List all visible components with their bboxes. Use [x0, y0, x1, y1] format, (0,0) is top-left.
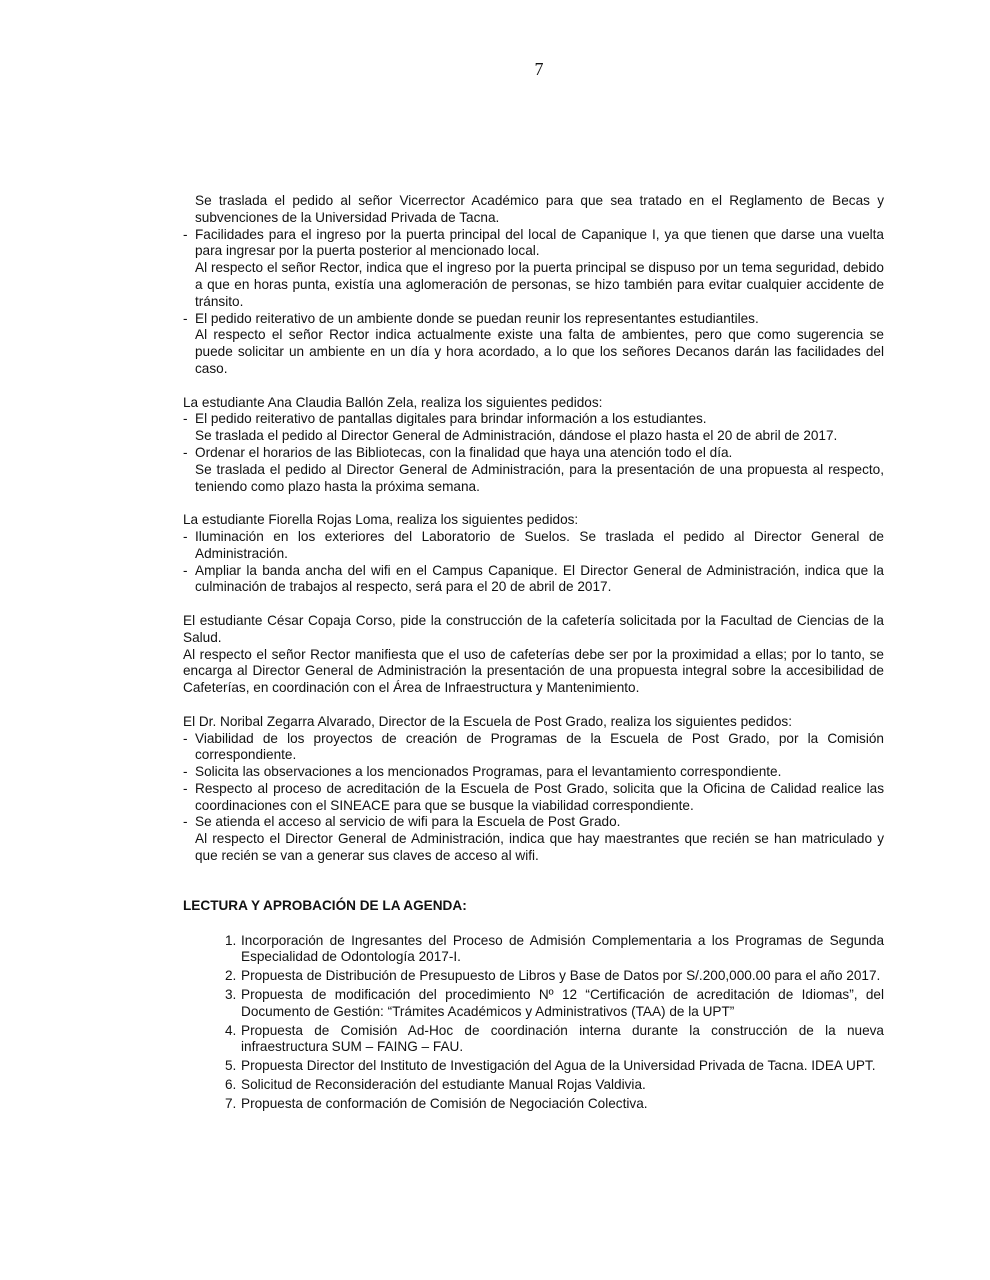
agenda-item	[183, 987, 884, 1021]
spacer	[183, 495, 884, 512]
agenda-item-text: Propuesta de modificación del procedimiento Nº 12 “Certificación de acreditación de Idiomas”, del Documento de Gestión: “Trámites Académicos y Administrativos (TAA) de la UPT”	[241, 987, 884, 1019]
paragraph: Se traslada el pedido al Director General de Administración, dándose el plazo hasta el 20 de abril de 2017.	[195, 428, 838, 444]
agenda-item-number: 5.	[225, 1058, 237, 1074]
agenda-item-text: Propuesta Director del Instituto de Investigación del Agua de la Universidad Privada de Tacna. IDEA UPT.	[241, 1058, 876, 1074]
agenda-item-number: 4.	[225, 1022, 237, 1038]
agenda-item-text: Propuesta de conformación de Comisión de Negociación Colectiva.	[241, 1095, 648, 1111]
bullet-mark: -	[183, 780, 188, 796]
paragraph: La estudiante Fiorella Rojas Loma, realiza los siguientes pedidos:	[183, 512, 579, 528]
bullet-mark: -	[183, 814, 188, 830]
agenda-item-number: 1.	[225, 932, 237, 948]
paragraph: Se traslada el pedido al Director General de Administración, para la presentación de una propuesta al respecto, teniendo como plazo hasta la próxima semana.	[195, 461, 884, 494]
agenda-item	[183, 1096, 884, 1113]
agenda-item	[183, 1058, 884, 1075]
bullet-item	[183, 764, 884, 781]
paragraph: Se traslada el pedido al señor Vicerrector Académico para que sea tratado en el Reglamento de Becas y subvenciones de la Universidad Privada de Tacna.	[195, 193, 884, 225]
bullet-text: Viabilidad de los proyectos de creación de Programas de la Escuela de Post Grado, por la Comisión correspondiente.	[195, 730, 884, 763]
paragraph: La estudiante Ana Claudia Ballón Zela, realiza los siguientes pedidos:	[183, 394, 603, 410]
bullet-text: Se atienda el acceso al servicio de wifi para la Escuela de Post Grado.	[195, 814, 621, 830]
paragraph: El Dr. Noribal Zegarra Alvarado, Director de la Escuela de Post Grado, realiza los siguientes pedidos:	[183, 713, 793, 729]
bullet-text: Ampliar la banda ancha del wifi en el Campus Capanique. El Director General de Administración, indica que la culminación de trabajos al respecto, será para el 20 de abril de 2017.	[195, 562, 884, 595]
bullet-mark: -	[183, 764, 188, 780]
agenda-item	[183, 1077, 884, 1094]
paragraph: Al respecto el señor Rector manifiesta que el uso de cafeterías debe ser por la proximidad a ellas; por lo tanto, se encarga al Director General de Administración la presentación de una propuesta integral sobre la accesibilidad de Cafeterías, en coordinación con el Área de Infraestructura y Mantenimiento.	[183, 646, 884, 696]
section-heading: LECTURA Y APROBACIÓN DE LA AGENDA:	[183, 897, 467, 913]
agenda-item-number: 2.	[225, 968, 237, 984]
bullet-text: Ordenar el horarios de las Bibliotecas, con la finalidad que haya una atención todo el día.	[195, 444, 733, 460]
bullet-item	[183, 563, 884, 597]
bullet-item	[183, 311, 884, 328]
spacer	[183, 697, 884, 714]
agenda-item-number: 7.	[225, 1095, 237, 1111]
bullet-text: Facilidades para el ingreso por la puerta principal del local de Capanique I, ya que tienen que darse una vuelta para ingresar por la puerta posterior al mencionado local.	[195, 226, 884, 259]
agenda-item-text: Propuesta de Comisión Ad-Hoc de coordinación interna durante la construcción de la nueva infraestructura SUM – FAING – FAU.	[241, 1022, 884, 1055]
agenda-item-number: 6.	[225, 1077, 237, 1093]
agenda-item-text: Incorporación de Ingresantes del Proceso de Admisión Complementaria a los Programas de Segunda Especialidad de Odontología 2017-I.	[241, 932, 884, 965]
agenda-item-number: 3.	[225, 987, 237, 1003]
bullet-mark: -	[183, 562, 188, 578]
bullet-item	[183, 445, 884, 462]
bullet-item	[183, 529, 884, 563]
bullet-item	[183, 731, 884, 765]
bullet-text: El pedido reiterativo de un ambiente donde se puedan reunir los representantes estudiantiles.	[195, 310, 759, 326]
agenda-item	[183, 933, 884, 967]
agenda-item-text: Propuesta de Distribución de Presupuesto de Libros y Base de Datos por S/.200,000.00 para el año 2017.	[241, 968, 881, 984]
spacer	[183, 596, 884, 613]
bullet-item	[183, 411, 884, 428]
bullet-text: Iluminación en los exteriores del Laboratorio de Suelos. Se traslada el pedido al Director General de Administración.	[195, 528, 884, 561]
paragraph: El estudiante César Copaja Corso, pide la construcción de la cafetería solicitada por la Facultad de Ciencias de la Salud.	[183, 612, 884, 645]
bullet-text: El pedido reiterativo de pantallas digitales para brindar información a los estudiantes.	[195, 411, 707, 427]
paragraph: Al respecto el señor Rector, indica que el ingreso por la puerta principal se dispuso por un tema seguridad, debido a que en horas punta, existía una aglomeración de personas, se hizo también para evitar cualquier accidente de tránsito.	[195, 260, 884, 309]
bullet-item	[183, 781, 884, 815]
bullet-text: Solicita las observaciones a los mencionados Programas, para el levantamiento correspondiente.	[195, 764, 782, 780]
bullet-item	[183, 814, 884, 831]
bullet-mark: -	[183, 444, 188, 460]
agenda-item	[183, 1023, 884, 1057]
agenda-item-text: Solicitud de Reconsideración del estudiante Manual Rojas Valdivia.	[241, 1077, 646, 1093]
spacer	[183, 378, 884, 395]
bullet-text: Respecto al proceso de acreditación de la Escuela de Post Grado, solicita que la Oficina de Calidad realice las coordinaciones con el SINEACE para que se busque la viabilidad correspondiente.	[195, 780, 884, 813]
paragraph: Al respecto el señor Rector indica actualmente existe una falta de ambientes, pero que como sugerencia se puede solicitar un ambiente en un día y hora acordado, a lo que los señores Decanos darán las facilidades del caso.	[195, 327, 884, 376]
bullet-mark: -	[183, 226, 188, 242]
bullet-mark: -	[183, 730, 188, 746]
paragraph: Al respecto el Director General de Administración, indica que hay maestrantes que recién se han matriculado y que recién se van a generar sus claves de acceso al wifi.	[195, 831, 884, 864]
page-number: 7	[534, 59, 544, 79]
bullet-mark: -	[183, 310, 188, 326]
bullet-item	[183, 227, 884, 261]
bullet-mark: -	[183, 411, 188, 427]
bullet-mark: -	[183, 528, 188, 544]
document-body	[183, 193, 884, 1115]
agenda-item	[183, 968, 884, 985]
agenda-list	[183, 933, 884, 1113]
